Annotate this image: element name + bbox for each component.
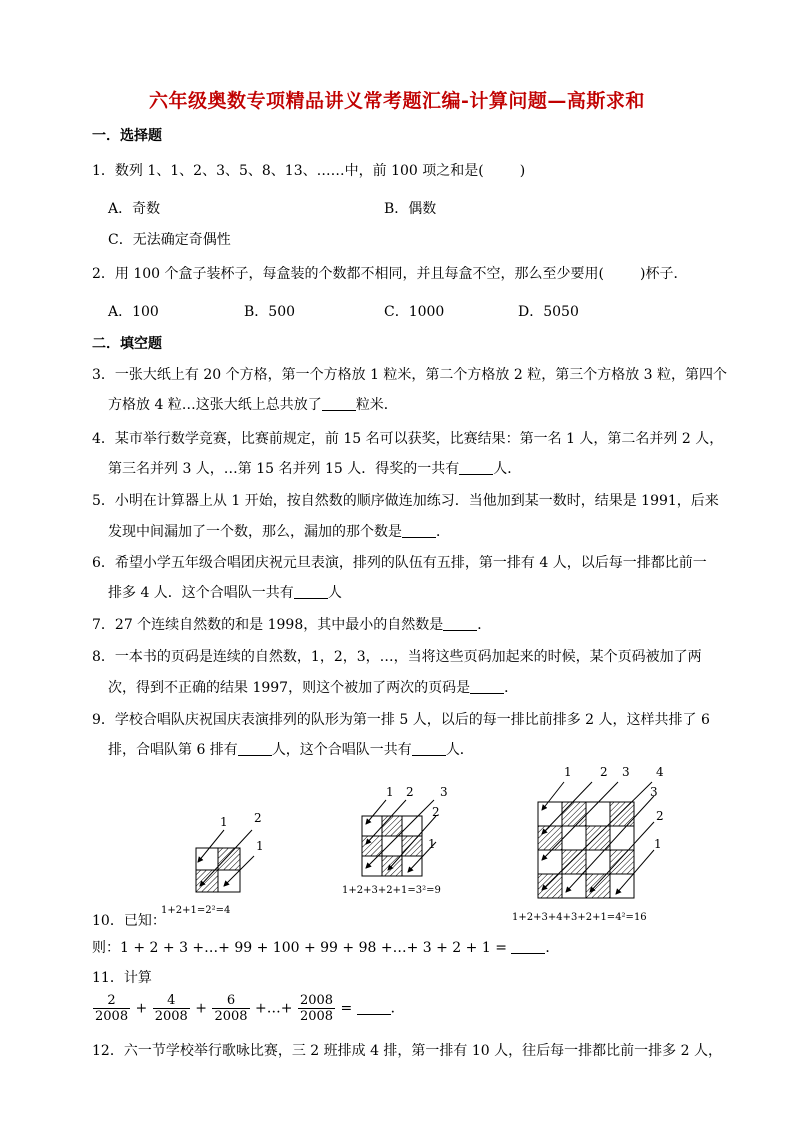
- fraction: $\frac{6}{2008}$: [214, 993, 248, 1024]
- question-12-line-1: 12．六一节学校举行歌咏比赛，三 2 班排成 4 排，第一排有 10 人，往后每一排都比前一排多 2 人，: [92, 1043, 722, 1059]
- fig1-label: 1: [220, 815, 228, 829]
- fig2-label: 2: [406, 785, 414, 799]
- question-2-stem: 2．用 100 个盒子装杯子，每盒装的个数都不相同，并且每盒不空，那么至少要用( )杯子．: [92, 266, 688, 282]
- fig1-label: 1: [256, 839, 264, 853]
- diagram-3x3-grid: [350, 780, 460, 890]
- question-9-line-2: 排，合唱队第 6 排有 人，这个合唱队一共有 人．: [108, 742, 474, 758]
- question-4-line-1: 4．某市举行数学竞赛，比赛前规定，前 15 名可以获奖，比赛结果：第一名 1 人，第二名并列 2 人，: [92, 431, 724, 447]
- diagram-4x4-grid: [520, 760, 680, 910]
- fig3-label: 4: [656, 765, 664, 779]
- question-2-option-a: A．100: [108, 304, 159, 320]
- question-10-line-2: 则：1 + 2 + 3 +…+ 99 + 100 + 99 + 98 +…+ 3 + 2 + 1 = ．: [92, 940, 560, 956]
- question-3-line-2: 方格放 4 粒…这张大纸上总共放了 粒米．: [108, 397, 398, 413]
- question-1-option-c: C．无法确定奇偶性: [108, 232, 231, 248]
- page-title: 六年级奥数专项精品讲义常考题汇编-计算问题—高斯求和: [149, 90, 645, 112]
- question-6-line-1: 6．希望小学五年级合唱团庆祝元旦表演，排列的队伍有五排，第一排有 4 人，以后每一排都比前一: [92, 555, 707, 571]
- answer-blank[interactable]: [294, 584, 328, 599]
- answer-blank[interactable]: [459, 460, 493, 475]
- question-8-line-2: 次，得到不正确的结果 1997，则这个被加了两次的页码是 ．: [108, 680, 519, 696]
- fig3-label: 3: [650, 785, 658, 799]
- diagram-2x2-grid: [180, 800, 270, 900]
- fig3-label: 3: [622, 765, 630, 779]
- question-5-line-2: 发现中间漏加了一个数，那么，漏加的那个数是 ．: [108, 524, 450, 540]
- section-heading-fill: 二．填空题: [92, 336, 162, 352]
- fraction: $\frac{4}{2008}$: [154, 993, 188, 1024]
- fig3-label: 2: [656, 809, 664, 823]
- answer-blank[interactable]: [470, 679, 504, 694]
- question-2-option-c: C．1000: [384, 304, 445, 320]
- question-7-line-1: 7．27 个连续自然数的和是 1998，其中最小的自然数是 ．: [92, 617, 492, 633]
- question-5-line-1: 5．小明在计算器上从 1 开始，按自然数的顺序做连加练习．当他加到某一数时，结果是 1991，后来: [92, 493, 719, 509]
- question-11-expression: $\frac{2}{2008}$ + $\frac{4}{2008}$ + $\frac{6}{2008}$ +…+ $\frac{2008}{2008}$ = ．: [95, 993, 405, 1024]
- question-10-line-1: 10．已知：: [92, 913, 166, 929]
- question-4-line-2: 第三名并列 3 人，…第 15 名并列 15 人．得奖的一共有 人．: [108, 461, 522, 477]
- fig3-caption: 1+2+3+4+3+2+1=4²=16: [512, 912, 647, 923]
- question-9-line-1: 9．学校合唱队庆祝国庆表演排列的队形为第一排 5 人，以后的每一排比前排多 2 人，这样共排了 6: [92, 712, 710, 728]
- fig2-label: 1: [386, 785, 394, 799]
- fig2-label: 2: [432, 805, 440, 819]
- question-2-option-d: D．5050: [518, 304, 579, 320]
- fig3-label: 1: [654, 837, 662, 851]
- fraction: $\frac{2}{2008}$: [95, 993, 129, 1024]
- question-1-option-a: A．奇数: [108, 201, 161, 217]
- section-heading-choice: 一．选择题: [92, 128, 162, 144]
- fig2-caption: 1+2+3+2+1=3²=9: [342, 885, 441, 896]
- answer-blank[interactable]: [322, 396, 356, 411]
- fig2-label: 1: [428, 837, 436, 851]
- fig3-label: 2: [600, 765, 608, 779]
- fig3-label: 1: [564, 765, 572, 779]
- answer-blank[interactable]: [402, 523, 436, 538]
- answer-blank[interactable]: [511, 939, 545, 954]
- question-1-stem: 1．数列 1、1、2、3、5、8、13、……中，前 100 项之和是( ): [92, 163, 526, 179]
- fraction: $\frac{2008}{2008}$: [299, 993, 334, 1024]
- question-6-line-2: 排多 4 人．这个合唱队一共有 人: [108, 585, 342, 601]
- answer-blank[interactable]: [238, 741, 272, 756]
- question-3-line-1: 3．一张大纸上有 20 个方格，第一个方格放 1 粒米，第二个方格放 2 粒，第三个方格放 3 粒，第四个: [92, 367, 728, 383]
- question-1-option-b: B．偶数: [384, 201, 437, 217]
- fig1-label: 2: [254, 811, 262, 825]
- answer-blank[interactable]: [357, 1000, 391, 1015]
- question-8-line-1: 8．一本书的页码是连续的自然数，1，2，3，…，当将这些页码加起来的时候，某个页码被加了两: [92, 649, 702, 665]
- question-2-option-b: B．500: [244, 304, 296, 320]
- fig2-label: 3: [440, 785, 448, 799]
- fig1-caption: 1+2+1=2²=4: [161, 905, 231, 916]
- question-11-line-1: 11．计算: [92, 970, 152, 986]
- answer-blank[interactable]: [412, 741, 446, 756]
- answer-blank[interactable]: [443, 616, 477, 631]
